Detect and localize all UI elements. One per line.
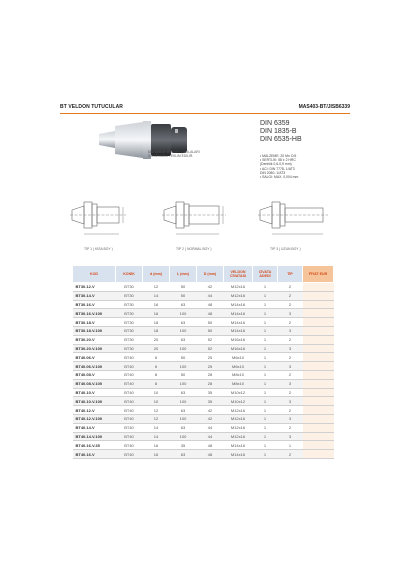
cell-civata-adedi: 1 [253,441,278,450]
product-caption [148,150,228,158]
cell-fiyat [303,441,334,450]
cell-d-large: 48 [197,450,224,459]
cell-civata-adedi: 1 [253,362,278,371]
table-row [73,353,334,362]
cell-kod: BT40.12.V [73,406,116,415]
cell-d-large: 44 [197,432,224,441]
cell-civata-adedi: 1 [253,300,278,309]
cell-fiyat [303,344,334,353]
cell-tip: 3 [278,432,303,441]
cell-l: 50 [170,291,197,300]
table-row [73,291,334,300]
cell-tip: 2 [278,300,303,309]
cell-d: 16 [143,309,170,318]
cell-veldon: M14x16 [224,300,253,309]
table-row [73,441,334,450]
cell-tip: 3 [278,397,303,406]
cell-konik: BT40 [116,441,143,450]
header-divider [60,113,350,114]
cell-konik: BT40 [116,406,143,415]
cell-tip: 3 [278,344,303,353]
cell-fiyat [303,300,334,309]
cell-d: 14 [143,432,170,441]
cell-l: 63 [170,406,197,415]
cell-konik: BT30 [116,326,143,335]
cell-veldon: M12x16 [224,406,253,415]
cell-tip: 3 [278,379,303,388]
cell-d: 12 [143,406,170,415]
cell-d: 6 [143,362,170,371]
cell-fiyat [303,353,334,362]
cell-d-large: 42 [197,283,224,292]
table-row [73,406,334,415]
cell-veldon: M8x10 [224,379,253,388]
cell-konik: BT40 [116,370,143,379]
col-header-d-large: D (mm) [197,266,224,283]
spec-line: • SERTLİK: 58 ± 2 HRC [260,158,296,163]
cell-fiyat [303,379,334,388]
cell-d: 12 [143,414,170,423]
cell-fiyat [303,423,334,432]
spec-line: • SALGI: MAX. 0,004 mm [260,175,299,180]
table-row [73,379,334,388]
cell-kod: BT30.16.V.100 [73,309,116,318]
cell-tip: 3 [278,362,303,371]
cell-l: 63 [170,318,197,327]
drawing-label: TİP 1 ( KISA BOY ) [84,247,113,251]
table-row [73,388,334,397]
cell-konik: BT40 [116,388,143,397]
cell-civata-adedi: 1 [253,406,278,415]
table-row [73,283,334,292]
col-header-veldon: VELDON CİVATASI [224,266,253,283]
cell-tip: 2 [278,450,303,459]
cell-fiyat [303,291,334,300]
cell-veldon: M12x16 [224,423,253,432]
cell-l: 100 [170,326,197,335]
table-row [73,450,334,459]
caption-line: DIN 1835-B VELDON ÇAKILALARI [148,150,200,154]
cell-tip: 2 [278,406,303,415]
spec-line: DIN 2080- 1/AT3 [260,170,286,175]
cell-d-large: 25 [197,362,224,371]
cell-tip: 2 [278,388,303,397]
cell-veldon: M14x16 [224,326,253,335]
cell-kod: BT40.12.V.100 [73,414,116,423]
cell-tip: 2 [278,318,303,327]
cell-tip: 3 [278,414,303,423]
cell-l: 63 [170,450,197,459]
cell-tip: 2 [278,283,303,292]
cell-d-large: 25 [197,353,224,362]
cell-civata-adedi: 1 [253,283,278,292]
standard-item: DIN 1835-B [260,128,297,135]
cell-fiyat [303,309,334,318]
cell-kod: BT40.06.V [73,353,116,362]
drawing-label: TİP 3 ( UZUN BOY ) [270,247,301,251]
drawing-type-2 [160,192,235,244]
table-header-row [73,266,334,283]
spec-line: • MALZEME: 20 Mn Cr5 [260,154,297,158]
cell-d-large: 35 [197,397,224,406]
cell-tip: 3 [278,326,303,335]
cell-fiyat [303,388,334,397]
cell-veldon: M16x16 [224,335,253,344]
col-header-d: d (mm) [143,266,170,283]
cell-d-large: 42 [197,406,224,415]
table-row [73,397,334,406]
col-header-konik: KONİK [116,266,143,283]
cell-fiyat [303,318,334,327]
cell-fiyat [303,326,334,335]
col-header-kod: KOD [73,266,116,283]
cell-d: 16 [143,450,170,459]
cell-veldon: M14x16 [224,441,253,450]
cell-veldon: M6x10 [224,353,253,362]
cell-d: 12 [143,283,170,292]
cell-fiyat [303,414,334,423]
cell-l: 63 [170,423,197,432]
cell-l: 63 [170,388,197,397]
cell-civata-adedi: 1 [253,326,278,335]
cell-konik: BT40 [116,397,143,406]
cell-konik: BT30 [116,335,143,344]
cell-veldon: M14x16 [224,309,253,318]
cell-civata-adedi: 1 [253,388,278,397]
cell-d: 18 [143,326,170,335]
col-header-tip: TİP [278,266,303,283]
table-row [73,335,334,344]
cell-civata-adedi: 1 [253,370,278,379]
cell-tip: 3 [278,309,303,318]
cell-kod: BT30.14.V [73,291,116,300]
cell-fiyat [303,370,334,379]
cell-civata-adedi: 1 [253,432,278,441]
cell-l: 50 [170,370,197,379]
cell-konik: BT40 [116,414,143,423]
cell-civata-adedi: 1 [253,335,278,344]
cell-l: 50 [170,353,197,362]
table-row [73,423,334,432]
table-row [73,414,334,423]
cell-d: 16 [143,441,170,450]
cell-d: 20 [143,344,170,353]
cell-d-large: 48 [197,300,224,309]
col-header-l: L (mm) [170,266,197,283]
cell-d-large: 28 [197,379,224,388]
cell-d-large: 52 [197,344,224,353]
table-row [73,344,334,353]
cell-tip: 2 [278,353,303,362]
cell-kod: BT40.16.V.35 [73,441,116,450]
cell-d-large: 50 [197,326,224,335]
cell-civata-adedi: 1 [253,414,278,423]
cell-tip: 1 [278,441,303,450]
table-row [73,326,334,335]
cell-fiyat [303,432,334,441]
cell-kod: BT30.12.V [73,283,116,292]
standard-item: DIN 6535-HB [260,136,302,143]
cell-l: 35 [170,441,197,450]
cell-d: 10 [143,397,170,406]
cell-kod: BT40.08.V.100 [73,379,116,388]
cell-konik: BT40 [116,423,143,432]
table-row [73,309,334,318]
col-header-civata-adedi: CİVATA ADEDİ [253,266,278,283]
cell-fiyat [303,450,334,459]
cell-konik: BT40 [116,379,143,388]
cell-civata-adedi: 1 [253,397,278,406]
cell-l: 100 [170,344,197,353]
cell-civata-adedi: 1 [253,353,278,362]
table-row [73,432,334,441]
cell-l: 100 [170,432,197,441]
table-row [73,370,334,379]
cell-kod: BT30.16.V [73,300,116,309]
cell-d: 18 [143,318,170,327]
cell-civata-adedi: 1 [253,450,278,459]
standards-list [260,120,302,144]
cell-fiyat [303,406,334,415]
cell-d-large: 48 [197,309,224,318]
cell-konik: BT40 [116,432,143,441]
drawing-type-1 [68,192,143,244]
cell-kod: BT40.14.V [73,423,116,432]
cell-l: 63 [170,335,197,344]
cell-veldon: M12x16 [224,283,253,292]
cell-l: 100 [170,379,197,388]
specifications [260,154,355,179]
cell-l: 50 [170,283,197,292]
drawing-type-3 [256,192,331,244]
table-row [73,318,334,327]
cell-veldon: M14x16 [224,450,253,459]
cell-kod: BT40.16.V [73,450,116,459]
product-table [72,265,334,459]
cell-civata-adedi: 1 [253,344,278,353]
cell-fiyat [303,335,334,344]
cell-konik: BT30 [116,300,143,309]
cell-tip: 2 [278,291,303,300]
cell-kod: BT40.08.V [73,370,116,379]
cell-d-large: 44 [197,291,224,300]
cell-fiyat [303,362,334,371]
cell-civata-adedi: 1 [253,423,278,432]
cell-civata-adedi: 1 [253,309,278,318]
cell-veldon: M16x16 [224,344,253,353]
cell-d: 16 [143,300,170,309]
cell-l: 100 [170,309,197,318]
drawing-label: TİP 2 ( NORMAL BOY ) [176,247,212,251]
cell-d-large: 44 [197,423,224,432]
cell-kod: BT40.14.V.100 [73,432,116,441]
cell-konik: BT30 [116,344,143,353]
cell-d-large: 48 [197,441,224,450]
cell-kod: BT30.18.V.100 [73,326,116,335]
cell-l: 100 [170,397,197,406]
cell-d: 10 [143,388,170,397]
table-row [73,300,334,309]
cell-fiyat [303,283,334,292]
cell-veldon: M14x16 [224,318,253,327]
cell-civata-adedi: 1 [253,291,278,300]
cell-tip: 2 [278,370,303,379]
cell-civata-adedi: 1 [253,379,278,388]
cell-veldon: M12x16 [224,432,253,441]
cell-d: 8 [143,370,170,379]
cell-d-large: 52 [197,335,224,344]
table-row [73,362,334,371]
cell-d-large: 42 [197,414,224,423]
cell-konik: BT30 [116,309,143,318]
spec-line: • ACI: DIN 7778- 1/AT3 [260,166,295,171]
cell-d-large: 35 [197,388,224,397]
cell-civata-adedi: 1 [253,318,278,327]
cell-l: 63 [170,300,197,309]
cell-konik: BT40 [116,450,143,459]
cell-kod: BT40.06.V.100 [73,362,116,371]
cell-veldon: M12x16 [224,414,253,423]
cell-veldon: M10x12 [224,388,253,397]
cell-d: 6 [143,353,170,362]
standard-item: DIN 6359 [260,120,290,127]
cell-tip: 2 [278,423,303,432]
cell-veldon: M6x10 [224,362,253,371]
cell-d-large: 28 [197,370,224,379]
cell-d: 20 [143,335,170,344]
cell-l: 100 [170,414,197,423]
cell-veldon: M8x10 [224,370,253,379]
cell-kod: BT30.20.V [73,335,116,344]
cell-d: 14 [143,291,170,300]
section-title: BT VELDON TUTUCULAR [60,104,124,110]
cell-veldon: M12x16 [224,291,253,300]
cell-konik: BT30 [116,283,143,292]
cell-konik: BT40 [116,353,143,362]
cell-l: 100 [170,362,197,371]
cell-kod: BT30.18.V [73,318,116,327]
spec-line: (Derinlik 0,6-0,9 mm) [260,162,292,167]
cell-veldon: M10x12 [224,397,253,406]
cell-d-large: 50 [197,318,224,327]
cell-kod: BT40.10.V.100 [73,397,116,406]
cell-d: 14 [143,423,170,432]
cell-kod: BT30.20.V.100 [73,344,116,353]
caption-line: 0,3 DENGELİ TESLİM EDİLİR. [148,154,194,158]
standard-code: MAS403-BT/JISB6339 [298,104,350,110]
cell-konik: BT40 [116,362,143,371]
cell-fiyat [303,397,334,406]
cell-tip: 2 [278,335,303,344]
cell-d: 8 [143,379,170,388]
col-header-fiyat: FİYAT EUR [303,266,334,283]
cell-kod: BT40.10.V [73,388,116,397]
cell-konik: BT30 [116,291,143,300]
cell-konik: BT30 [116,318,143,327]
